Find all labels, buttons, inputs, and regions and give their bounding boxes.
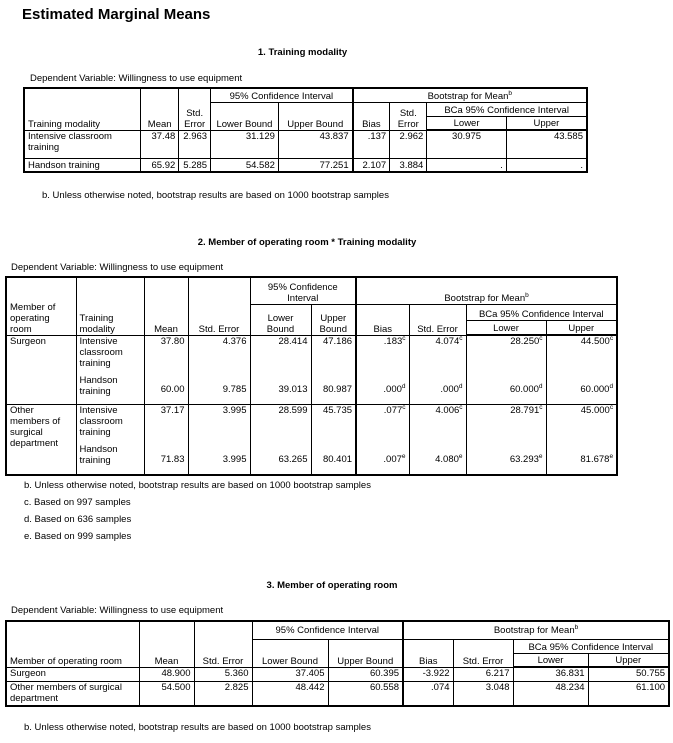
cell-std-error: 3.995 — [188, 444, 250, 475]
cell-bca-upper: . — [506, 158, 587, 172]
table1-header-mean: Mean — [141, 88, 179, 130]
cell-std-error: 9.785 — [188, 375, 250, 404]
table1 — [23, 87, 588, 173]
cell-bca-upper: 60.000$^d$ — [546, 375, 617, 404]
cell-lower-bound: 63.265 — [250, 444, 311, 475]
cell-bca-lower: . — [427, 158, 507, 172]
cell-std-error: 4.376 — [188, 335, 250, 375]
cell-boot-std-error: 6.217 — [453, 667, 513, 681]
cell-bca-lower: 63.293e — [466, 444, 546, 475]
table2-header-training-modality: Training modality — [76, 277, 144, 335]
cell-boot-std-error: 4.074$^c$ — [409, 335, 466, 375]
cell-bca-lower: 28.250$^c$ — [466, 335, 546, 375]
table2-footnote-d: d. Based on 636 samples — [24, 514, 132, 525]
table1-header-upper-bound: Upper Bound — [278, 102, 352, 130]
cell-bca-upper: 45.000$^c$ — [546, 404, 617, 444]
table2-header-upper-bound: Upper Bound — [311, 304, 356, 335]
cell-bias: .074 — [403, 681, 453, 706]
table-row — [6, 335, 617, 375]
table2-header-bca-lower: Lower — [466, 320, 546, 335]
table2-footnote-e: e. Based on 999 samples — [24, 531, 132, 542]
table1-header-bca-upper: Upper — [506, 116, 587, 130]
table2-header-ci: 95% Confidence Interval — [250, 277, 356, 304]
cell-bca-upper: 43.585 — [506, 130, 587, 158]
cell-bias: .077$^c$ — [356, 404, 409, 444]
cell-upper-bound: 80.987 — [311, 375, 356, 404]
table-row — [6, 404, 617, 444]
row-label: Handson training — [76, 375, 144, 404]
cell-lower-bound: 48.442 — [252, 681, 328, 706]
cell-bca-lower: 28.791$^c$ — [466, 404, 546, 444]
table3-header-bca-lower: Lower — [513, 653, 588, 667]
row-label: Handson training — [76, 444, 144, 475]
page-title: Estimated Marginal Means — [22, 6, 211, 23]
table2-header-bootstrap: Bootstrap for Mean$^b$ — [356, 277, 617, 304]
cell-mean: 37.17 — [144, 404, 188, 444]
table3-header-boot-std-error: Std. Error — [453, 639, 513, 667]
cell-lower-bound: 54.582 — [211, 158, 279, 172]
cell-upper-bound: 43.837 — [278, 130, 352, 158]
row-label: Intensive classroom training — [24, 130, 141, 158]
cell-boot-std-error: 3.884 — [390, 158, 427, 172]
table3-header-bca: BCa 95% Confidence Interval — [513, 639, 669, 653]
cell-mean: 37.48 — [141, 130, 179, 158]
table3-header-member: Member of operating room — [6, 621, 139, 667]
table3-footnote-b: b. Unless otherwise noted, bootstrap results are based on 1000 bootstrap samples — [24, 722, 371, 733]
table3-header-bca-upper: Upper — [588, 653, 669, 667]
table-row — [6, 444, 617, 475]
cell-mean: 60.00 — [144, 375, 188, 404]
table2-footnote-c: c. Based on 997 samples — [24, 497, 131, 508]
table2-footnote-b: b. Unless otherwise noted, bootstrap results are based on 1000 bootstrap samples — [24, 480, 371, 491]
cell-mean: 65.92 — [141, 158, 179, 172]
cell-mean: 37.80 — [144, 335, 188, 375]
table1-header-bias: Bias — [353, 102, 390, 130]
row-label: Other members of surgical department — [6, 681, 139, 706]
row-label: Intensive classroom training — [76, 335, 144, 375]
cell-mean: 48.900 — [139, 667, 194, 681]
cell-boot-std-error: 2.962 — [390, 130, 427, 158]
cell-bias: .007e — [356, 444, 409, 475]
cell-boot-std-error: 4.080e — [409, 444, 466, 475]
table2-header-bca: BCa 95% Confidence Interval — [466, 304, 617, 320]
cell-bias: .183$^c$ — [356, 335, 409, 375]
table2-title: 2. Member of operating room * Training modality — [197, 237, 417, 248]
cell-std-error: 2.825 — [194, 681, 252, 706]
cell-bca-upper: 61.100 — [588, 681, 669, 706]
table3-header-mean: Mean — [139, 621, 194, 667]
table1-footnote-b: b. Unless otherwise noted, bootstrap results are based on 1000 bootstrap samples — [42, 190, 389, 201]
row-label: Handson training — [24, 158, 141, 172]
table-row — [6, 681, 669, 706]
cell-bca-lower: 36.831 — [513, 667, 588, 681]
table1-title: 1. Training modality — [257, 47, 348, 58]
table2-header-bca-upper: Upper — [546, 320, 617, 335]
cell-upper-bound: 60.558 — [328, 681, 403, 706]
row-group-label: Other members of surgical department — [6, 404, 76, 475]
cell-lower-bound: 37.405 — [252, 667, 328, 681]
cell-bca-lower: 48.234 — [513, 681, 588, 706]
cell-boot-std-error: .000$^d$ — [409, 375, 466, 404]
table3-dependent-variable: Dependent Variable: Willingness to use equipment — [11, 605, 224, 616]
table1-header-training-modality: Training modality — [24, 88, 141, 130]
table2-header-bias: Bias — [356, 304, 409, 335]
table-row — [6, 667, 669, 681]
cell-bias: -3.922 — [403, 667, 453, 681]
cell-lower-bound: 28.414 — [250, 335, 311, 375]
cell-bias: .137 — [353, 130, 390, 158]
table3-header-bootstrap: Bootstrap for Mean$^b$ — [403, 621, 669, 639]
cell-lower-bound: 39.013 — [250, 375, 311, 404]
cell-bias: .000$^d$ — [356, 375, 409, 404]
cell-boot-std-error: 4.006$^c$ — [409, 404, 466, 444]
cell-upper-bound: 77.251 — [278, 158, 352, 172]
row-label: Intensive classroom training — [76, 404, 144, 444]
cell-upper-bound: 47.186 — [311, 335, 356, 375]
cell-std-error: 5.285 — [179, 158, 211, 172]
table3-header-ci: 95% Confidence Interval — [252, 621, 403, 639]
table-row — [24, 130, 587, 158]
table1-header-std-error: Std. Error — [179, 88, 211, 130]
cell-bias: 2.107 — [353, 158, 390, 172]
cell-upper-bound: 45.735 — [311, 404, 356, 444]
table3-header-std-error: Std. Error — [194, 621, 252, 667]
table3-header-bias: Bias — [403, 639, 453, 667]
cell-std-error: 2.963 — [179, 130, 211, 158]
table3-title: 3. Member of operating room — [266, 580, 398, 591]
table3-header-lower-bound: Lower Bound — [252, 639, 328, 667]
cell-std-error: 5.360 — [194, 667, 252, 681]
cell-lower-bound: 31.129 — [211, 130, 279, 158]
row-group-label: Surgeon — [6, 335, 76, 404]
cell-lower-bound: 28.599 — [250, 404, 311, 444]
cell-bca-lower: 30.975 — [427, 130, 507, 158]
table2 — [5, 276, 618, 476]
table2-header-mean: Mean — [144, 277, 188, 335]
cell-mean: 71.83 — [144, 444, 188, 475]
cell-std-error: 3.995 — [188, 404, 250, 444]
table3 — [5, 620, 670, 707]
table1-header-bootstrap: Bootstrap for Mean$^b$ — [353, 88, 587, 102]
table-row — [6, 375, 617, 404]
table2-dependent-variable: Dependent Variable: Willingness to use equipment — [11, 262, 224, 273]
table2-header-boot-std-error: Std. Error — [409, 304, 466, 335]
cell-bca-upper: 44.500$^c$ — [546, 335, 617, 375]
table1-header-bca-lower: Lower — [427, 116, 507, 130]
row-label: Surgeon — [6, 667, 139, 681]
table3-header-upper-bound: Upper Bound — [328, 639, 403, 667]
cell-upper-bound: 80.401 — [311, 444, 356, 475]
table1-header-lower-bound: Lower Bound — [211, 102, 279, 130]
table1-header-bca: BCa 95% Confidence Interval — [427, 102, 587, 116]
cell-boot-std-error: 3.048 — [453, 681, 513, 706]
cell-bca-upper: 50.755 — [588, 667, 669, 681]
table-row — [24, 158, 587, 172]
table1-header-ci: 95% Confidence Interval — [211, 88, 353, 102]
table2-header-std-error: Std. Error — [188, 277, 250, 335]
cell-bca-lower: 60.000$^d$ — [466, 375, 546, 404]
cell-upper-bound: 60.395 — [328, 667, 403, 681]
table1-dependent-variable: Dependent Variable: Willingness to use equipment — [30, 73, 243, 84]
table1-header-boot-std-error: Std. Error — [390, 102, 427, 130]
table2-header-lower-bound: Lower Bound — [250, 304, 311, 335]
table2-header-member: Member of operating room — [6, 277, 76, 335]
cell-bca-upper: 81.678e — [546, 444, 617, 475]
cell-mean: 54.500 — [139, 681, 194, 706]
